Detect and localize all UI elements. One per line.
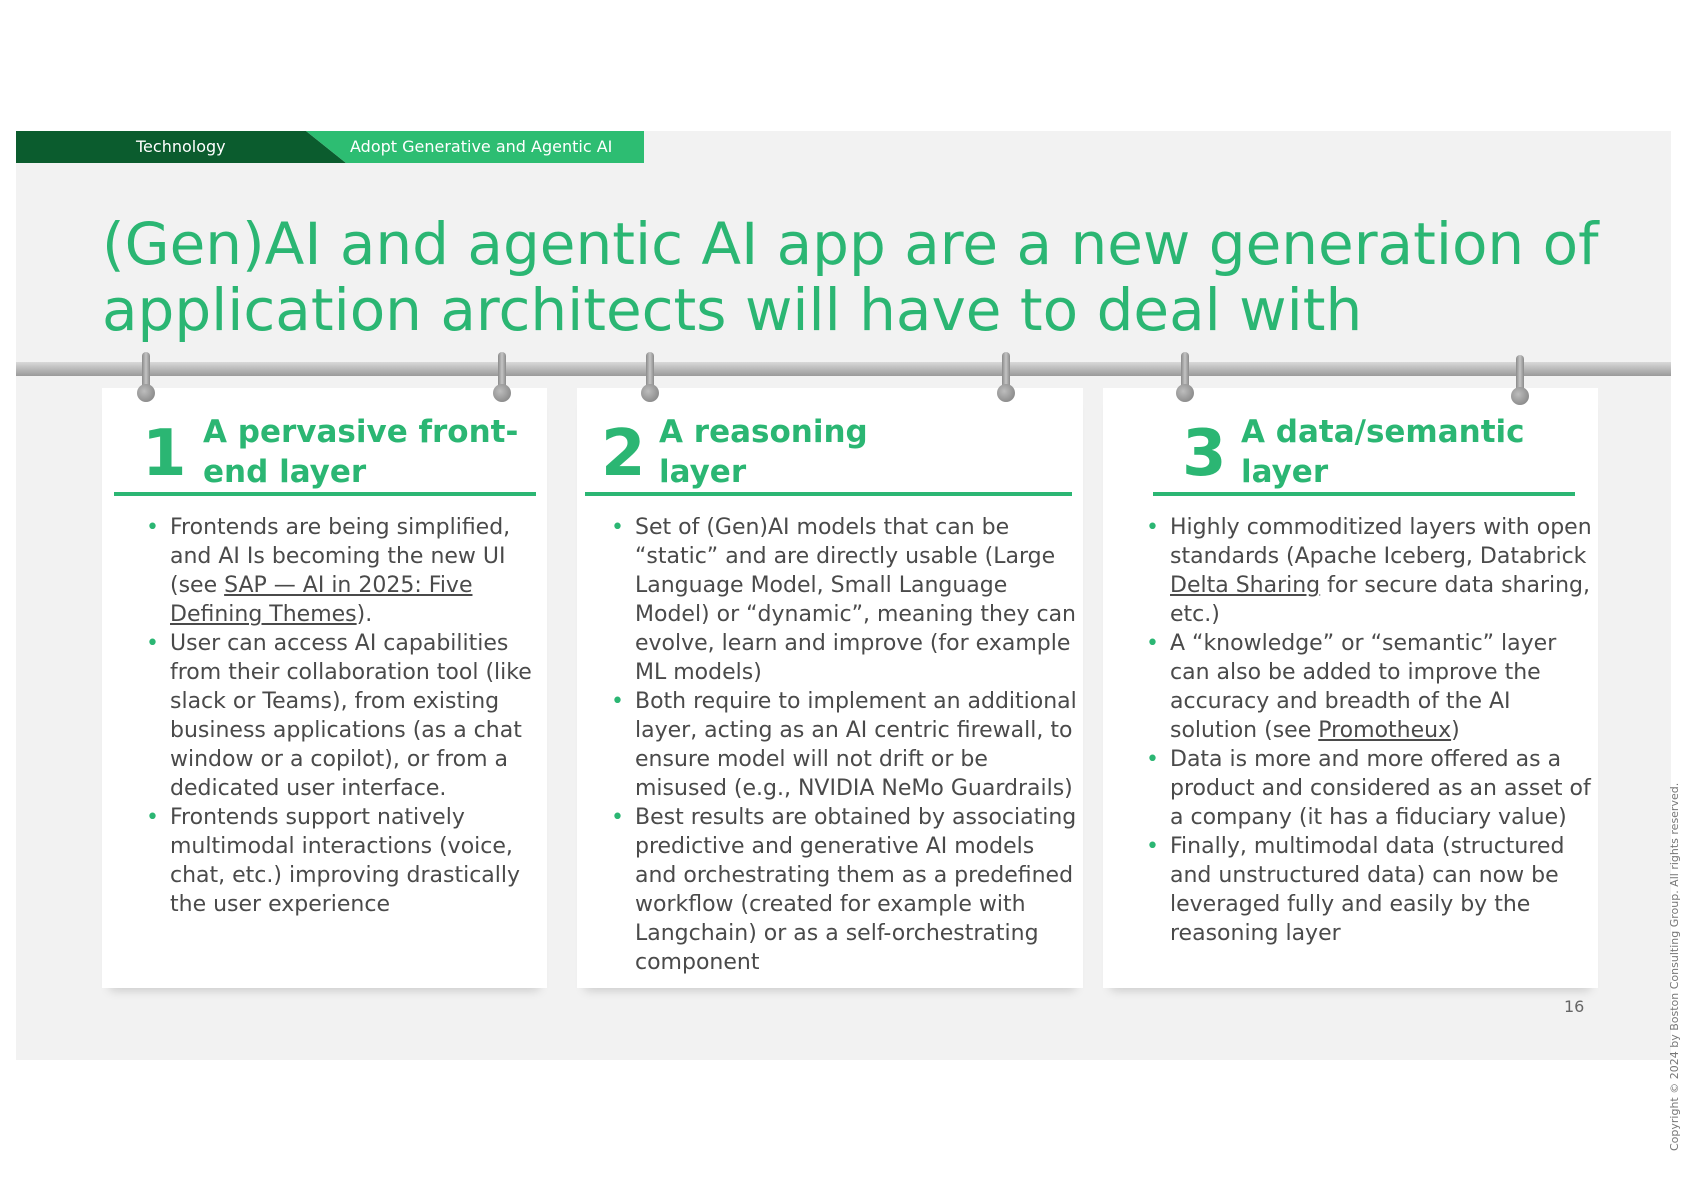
list-item: • Highly commoditized layers with open standards (Apache Iceberg, Databrick Delta Sharing for secure data sharing, etc.)	[1144, 513, 1594, 629]
breadcrumb-topic-label: Adopt Generative and Agentic AI	[350, 137, 613, 156]
list-item: • Set of (Gen)AI models that can be “static” and are directly usable (Large Language Model, Small Language Model) or “dynamic”, meaning they can evolve, learn and improve (for example ML models)	[609, 513, 1079, 687]
card-heading-rule	[1153, 492, 1575, 496]
sap-ai-2025-link[interactable]: SAP — AI in 2025: Five Defining Themes	[170, 573, 473, 627]
list-item: • Finally, multimodal data (structured and unstructured data) can now be leveraged fully and easily by the reasoning layer	[1144, 832, 1594, 948]
list-item: • Best results are obtained by associating predictive and generative AI models and orchestrating them as a predefined workflow (created for example with Langchain) or as a self-orchestrating component	[609, 803, 1079, 977]
card-heading-rule	[585, 492, 1072, 496]
card-heading-line1: A pervasive front-	[203, 414, 519, 450]
card-number: 1	[142, 417, 187, 491]
card-frontend-layer	[102, 388, 547, 988]
card-clip-icon	[646, 352, 654, 398]
list-item: • Data is more and more offered as a product and considered as an asset of a company (it has a fiduciary value)	[1144, 745, 1594, 832]
card-heading-line2: layer	[1241, 454, 1329, 490]
list-item: • Both require to implement an additional layer, acting as an AI centric firewall, to ensure model will not drift or be misused (e.g., NVIDIA NeMo Guardrails)	[609, 687, 1079, 803]
page-title-line1: (Gen)AI and agentic AI app are a new generation of	[102, 210, 1599, 278]
page-number: 16	[1564, 997, 1585, 1016]
card-heading-line1: A reasoning	[659, 414, 868, 450]
page-title-line2: application architects will have to deal with	[102, 276, 1363, 344]
card-clip-icon	[498, 352, 506, 398]
card-heading-rule	[114, 492, 536, 496]
card-heading-line2: layer	[659, 454, 747, 490]
breadcrumb-section-label: Technology	[136, 137, 226, 156]
card-number: 2	[601, 417, 646, 491]
card-heading	[1241, 412, 1525, 492]
card-bullet-list	[1144, 513, 1594, 948]
list-item: • Frontends support natively multimodal interactions (voice, chat, etc.) improving drastically the user experience	[144, 803, 540, 919]
card-clip-icon	[142, 352, 150, 398]
card-clip-icon	[1181, 352, 1189, 398]
slide	[16, 131, 1681, 1151]
list-item: • User can access AI capabilities from their collaboration tool (like slack or Teams), from existing business applications (as a chat window or a copilot), or from a dedicated user interface.	[144, 629, 540, 803]
promotheux-link[interactable]: Promotheux	[1318, 718, 1452, 743]
card-heading	[659, 412, 868, 492]
card-number: 3	[1182, 417, 1227, 491]
card-heading-line2: end layer	[203, 454, 367, 490]
card-heading-line1: A data/semantic	[1241, 414, 1525, 450]
card-reasoning-layer	[577, 388, 1083, 988]
copyright-notice: Copyright © 2024 by Boston Consulting Group. All rights reserved.	[1668, 782, 1681, 1151]
delta-sharing-link[interactable]: Delta Sharing	[1170, 573, 1321, 598]
card-bullet-list	[609, 513, 1079, 977]
card-clip-icon	[1002, 352, 1010, 398]
hanging-rod	[16, 362, 1671, 376]
list-item: • A “knowledge” or “semantic” layer can also be added to improve the accuracy and breadth of the AI solution (see Promotheux)	[1144, 629, 1594, 745]
card-heading	[203, 412, 518, 492]
card-data-semantic-layer	[1103, 388, 1598, 988]
card-bullet-list	[144, 513, 540, 919]
card-clip-icon	[1516, 355, 1524, 401]
list-item: • Frontends are being simplified, and AI Is becoming the new UI (see SAP — AI in 2025: Five Defining Themes).	[144, 513, 540, 629]
page-title	[102, 211, 1602, 343]
